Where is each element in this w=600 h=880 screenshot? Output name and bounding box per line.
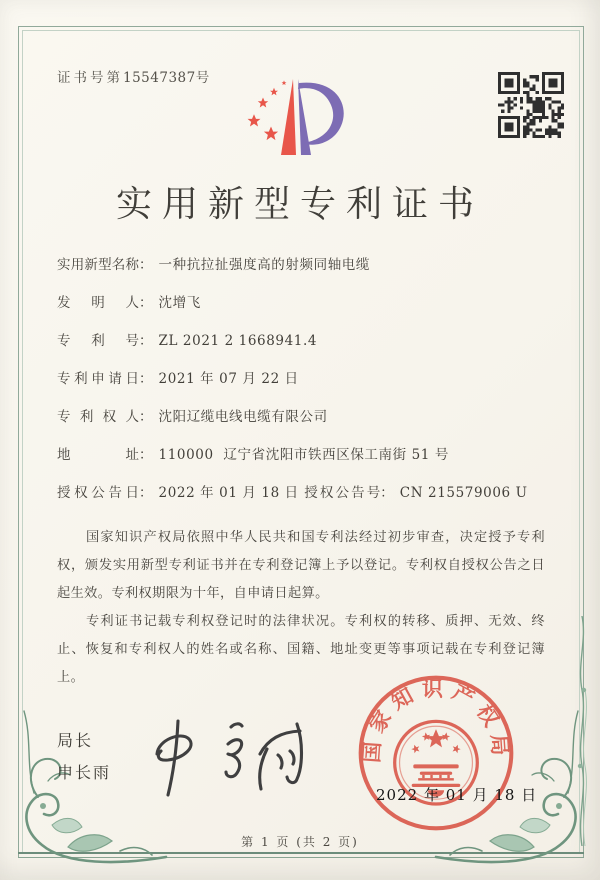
field-value: CN 215579006 U — [399, 485, 528, 501]
seal-ring-text: 国家知识产权局 — [358, 676, 514, 764]
legal-paragraph-2: 专利证书记载专利权登记时的法律状况。专利权的转移、质押、无效、终止、恢复和专利权人的姓名或名称、国籍、地址变更等事项记载在专利登记簿上。 — [57, 614, 545, 685]
field-label: 授权公告号 — [304, 485, 381, 501]
seal-date: 2022 年 01 月 18 日 — [376, 786, 538, 804]
vine-edge-ornament-icon — [574, 616, 590, 846]
commissioner-name: 申长雨 — [57, 763, 112, 782]
field-value: 沈增飞 — [158, 295, 201, 311]
field-label: 专利号 — [57, 333, 139, 349]
field-grant-row — [57, 484, 552, 522]
field-label: 实用新型名称 — [57, 257, 139, 273]
legal-text — [57, 524, 545, 692]
cnipa-logo-icon — [242, 76, 356, 160]
field-value: 2021 年 07 月 22 日 — [158, 371, 299, 387]
certificate-number-suffix: 号 — [195, 70, 213, 86]
field-patent-number: 专利号： ZL 2021 2 1668941.4 — [57, 333, 318, 349]
field-label: 授权公告日 — [57, 485, 139, 501]
certificate-number-prefix: 证书号第 — [57, 70, 123, 86]
field-grant-date: 授权公告日： 2022 年 01 月 18 日 — [57, 485, 299, 501]
qr-code-icon — [498, 72, 564, 138]
handwritten-signature-icon — [143, 708, 338, 808]
field-value: 110000 辽宁省沈阳市铁西区保工南街 51 号 — [158, 447, 449, 463]
official-red-seal-icon — [355, 672, 517, 834]
certificate-number-digits: 15547387 — [123, 70, 196, 86]
field-patentee: 专利权人： 沈阳辽缆电线电缆有限公司 — [57, 409, 328, 425]
field-value: 一种抗拉扯强度高的射频同轴电缆 — [158, 257, 370, 273]
field-grant-number: 授权公告号： CN 215579006 U — [304, 485, 528, 501]
field-address: 地址： 110000 辽宁省沈阳市铁西区保工南街 51 号 — [57, 447, 449, 463]
field-filing-date: 专利申请日： 2021 年 07 月 22 日 — [57, 371, 299, 387]
bottom-double-rule — [18, 852, 584, 858]
field-value: 沈阳辽缆电线电缆有限公司 — [158, 409, 328, 425]
field-inventor: 发明人： 沈增飞 — [57, 295, 201, 311]
field-value: ZL 2021 2 1668941.4 — [158, 333, 318, 349]
field-label: 地址 — [57, 447, 139, 463]
field-label: 发明人 — [57, 295, 139, 311]
certificate-number — [57, 66, 212, 86]
field-value: 2022 年 01 月 18 日 — [158, 485, 299, 501]
certificate-fields — [57, 256, 552, 522]
certificate-title: 实用新型专利证书 — [115, 184, 484, 225]
field-utility-model-name: 实用新型名称： 一种抗拉扯强度高的射频同轴电缆 — [57, 257, 370, 273]
commissioner-title: 局长 — [57, 731, 94, 750]
field-label: 专利申请日 — [57, 371, 139, 387]
page-number: 第 1 页 (共 2 页) — [241, 835, 359, 849]
field-label: 专利权人 — [57, 409, 139, 425]
legal-paragraph-1: 国家知识产权局依照中华人民共和国专利法经过初步审查，决定授予专利权，颁发实用新型专利证书并在专利登记簿上予以登记。专利权自授权公告之日起生效。专利权期限为十年，自申请日起算。 — [57, 530, 545, 601]
